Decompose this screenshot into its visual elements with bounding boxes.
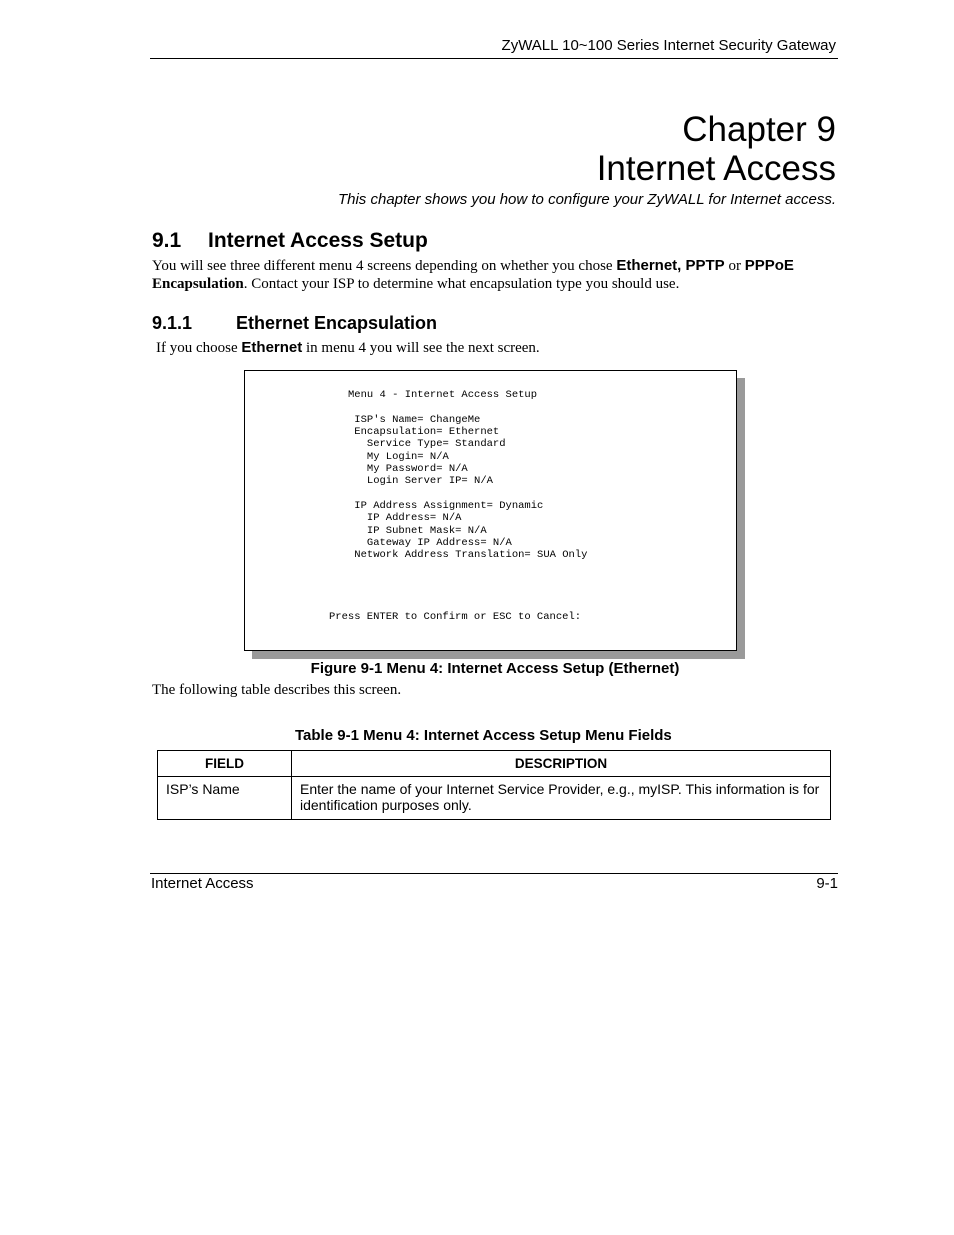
- fields-table: [157, 750, 831, 820]
- paragraph-text: in menu 4 you will see the next screen.: [302, 340, 540, 356]
- header-field: FIELD: [158, 751, 292, 777]
- paragraph-text: . Contact your ISP to determine what encapsulation type you should use.: [243, 276, 680, 292]
- paragraph-text: You will see three different menu 4 screens depending on whether you chose: [152, 258, 617, 274]
- table-caption: Table 9-1 Menu 4: Internet Access Setup Menu Fields: [295, 727, 672, 744]
- table-intro: The following table describes this screen.: [152, 682, 402, 698]
- figure-caption-text: Figure 9-1 Menu 4: Internet Access Setup (Ethernet): [310, 660, 680, 677]
- subsection-number: 9.1.1: [152, 313, 193, 333]
- header-divider: [150, 58, 838, 59]
- section-title: Internet Access Setup: [208, 229, 428, 252]
- footer-chapter-name: Internet Access: [151, 875, 254, 892]
- subsection-title: Ethernet Encapsulation: [236, 313, 438, 333]
- cell-description: Enter the name of your Internet Service Provider, e.g., myISP. This information is for identification purposes only.: [292, 777, 831, 820]
- menu-screen-figure: [244, 370, 737, 651]
- section-heading: [152, 229, 428, 253]
- chapter-subtitle: This chapter shows you how to configure your ZyWALL for Internet access.: [337, 191, 836, 208]
- paragraph-bold-term: Ethernet: [241, 339, 303, 356]
- header-description: DESCRIPTION: [292, 751, 831, 777]
- chapter-title: [597, 110, 836, 188]
- menu-screen-text: Menu 4 - Internet Access Setup ISP's Name= ChangeMe Encapsulation= Ethernet Service Type= Standard My Login= N/A My Password= N/A Login Server IP= N/A IP Address Assignment= Dynamic IP Address= N/A IP Subnet Mask= N/A Gateway IP Address= N/A Network Address Translation= SUA Only: [348, 389, 588, 562]
- subsection-paragraph: [156, 339, 540, 357]
- paragraph-bold-term: PPPoE: [744, 257, 794, 274]
- section-number: 9.1: [152, 229, 182, 252]
- running-header: ZyWALL 10~100 Series Internet Security Gateway: [501, 37, 836, 54]
- cell-field: ISP’s Name: [158, 777, 292, 820]
- footer-divider: [150, 873, 838, 874]
- section-paragraph: [152, 257, 842, 293]
- paragraph-text: or: [724, 258, 745, 274]
- table-header-row: [158, 751, 831, 777]
- page-number: 9-1: [816, 875, 838, 892]
- chapter-name: Internet Access: [596, 149, 836, 188]
- figure-caption: [0, 660, 954, 677]
- chapter-number: Chapter 9: [682, 110, 836, 149]
- paragraph-bold-term: Encapsulation: [152, 276, 244, 292]
- menu-screen-prompt: Press ENTER to Confirm or ESC to Cancel:: [329, 611, 582, 623]
- table-row: [158, 777, 831, 820]
- paragraph-bold-term: Ethernet, PPTP: [616, 257, 725, 274]
- subsection-heading: [152, 313, 437, 334]
- paragraph-text: If you choose: [156, 340, 242, 356]
